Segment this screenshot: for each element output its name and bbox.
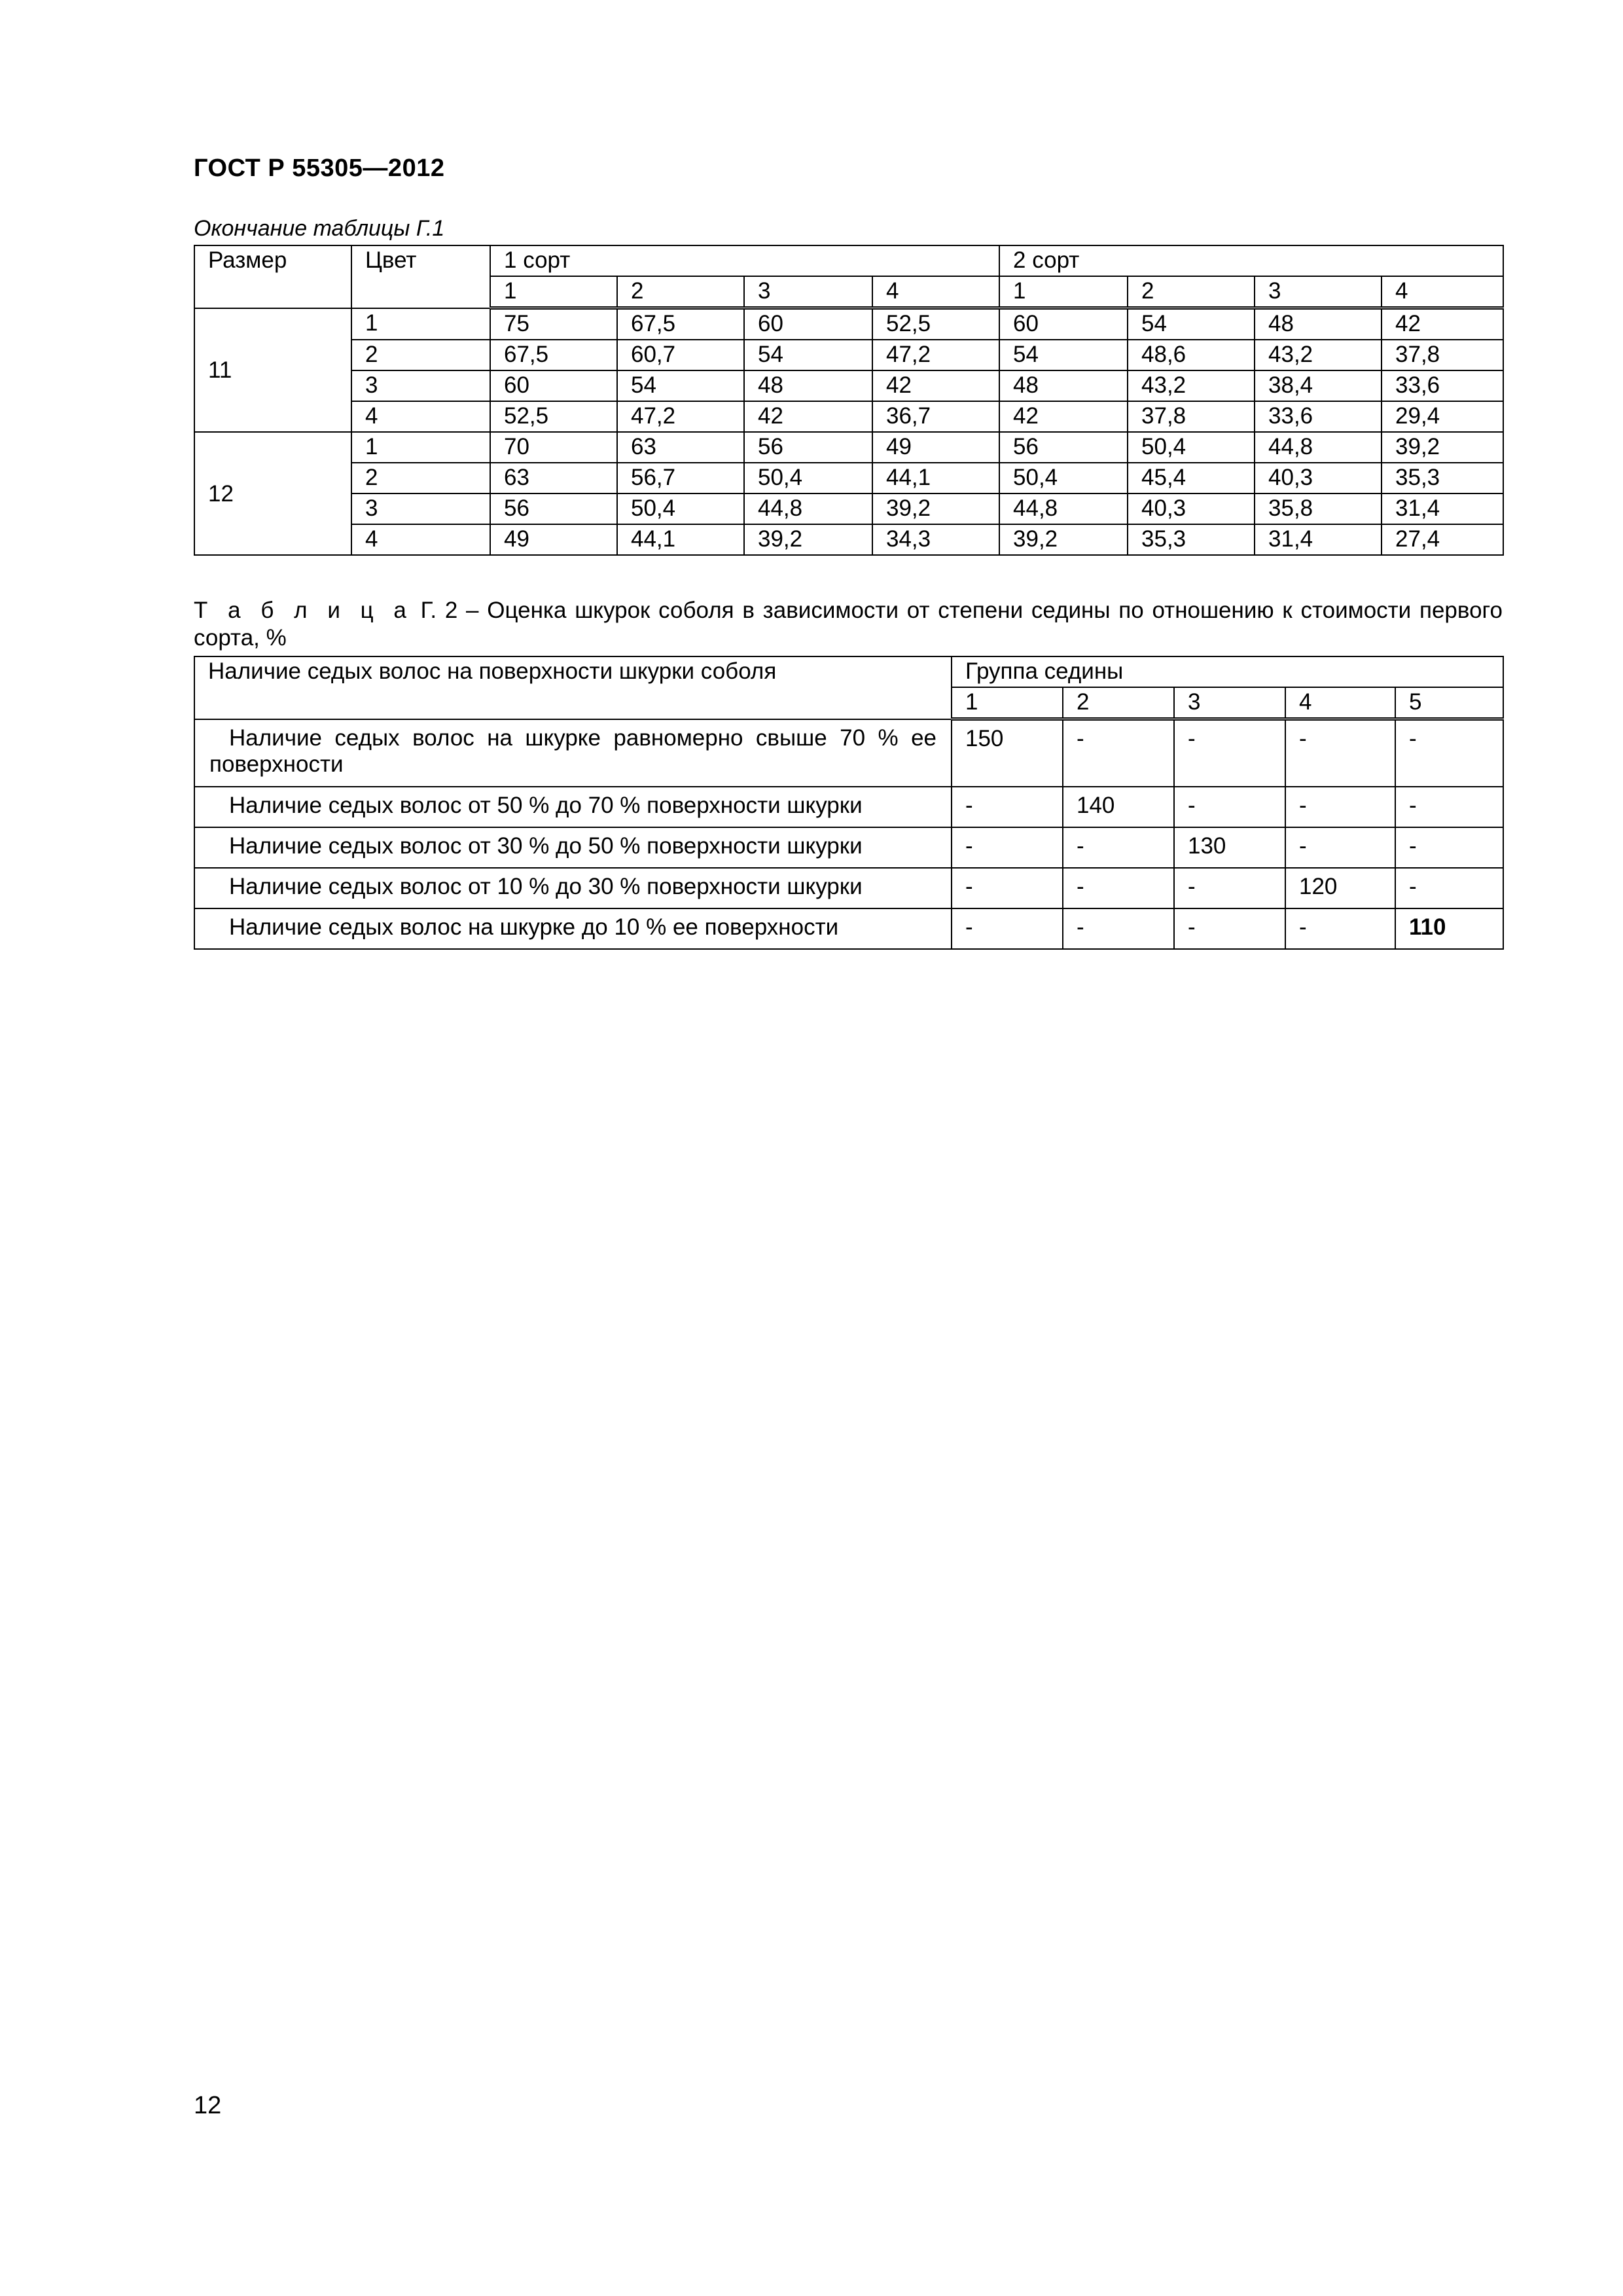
value-cell: -: [1174, 908, 1285, 949]
value-cell: -: [1174, 719, 1285, 787]
group-header: 5: [1395, 687, 1503, 719]
value-cell: 56,7: [617, 463, 744, 493]
value-cell: 42: [999, 401, 1128, 432]
table-row: [194, 308, 1503, 340]
table-row: [194, 401, 1503, 432]
value-cell: 42: [872, 370, 999, 401]
sub-header: 1: [490, 276, 617, 308]
col-group-header: Группа седины: [952, 656, 1503, 687]
size-cell: 12: [194, 432, 351, 555]
table-g1-continuation: [194, 245, 1504, 556]
value-cell: 110: [1395, 908, 1503, 949]
table-row: [194, 493, 1503, 524]
value-cell: 48: [744, 370, 872, 401]
value-cell: 31,4: [1255, 524, 1382, 555]
value-cell: -: [1395, 868, 1503, 908]
value-cell: -: [1063, 868, 1174, 908]
color-cell: 1: [351, 308, 490, 340]
value-cell: 54: [617, 370, 744, 401]
table-row: [194, 524, 1503, 555]
value-cell: 43,2: [1128, 370, 1255, 401]
table-row: [194, 340, 1503, 370]
value-cell: 34,3: [872, 524, 999, 555]
sub-header: 4: [1382, 276, 1503, 308]
value-cell: 52,5: [490, 401, 617, 432]
criterion-cell: Наличие седых волос на шкурке до 10 % ее поверхности: [194, 908, 952, 949]
value-cell: 49: [490, 524, 617, 555]
value-cell: 67,5: [617, 308, 744, 340]
value-cell: 48: [1255, 308, 1382, 340]
size-cell: 11: [194, 308, 351, 433]
table2-caption-label: Т а б л и ц а: [194, 598, 412, 623]
value-cell: 40,3: [1128, 493, 1255, 524]
value-cell: 60: [744, 308, 872, 340]
color-cell: 1: [351, 432, 490, 463]
value-cell: 35,8: [1255, 493, 1382, 524]
value-cell: 38,4: [1255, 370, 1382, 401]
color-cell: 3: [351, 493, 490, 524]
col-criterion-header: Наличие седых волос на поверхности шкурки соболя: [194, 656, 952, 719]
sub-header: 1: [999, 276, 1128, 308]
color-cell: 3: [351, 370, 490, 401]
table1-caption: Окончание таблицы Г.1: [194, 216, 445, 241]
value-cell: 44,8: [999, 493, 1128, 524]
value-cell: 27,4: [1382, 524, 1503, 555]
sub-header: 4: [872, 276, 999, 308]
value-cell: 50,4: [617, 493, 744, 524]
value-cell: 54: [1128, 308, 1255, 340]
table1-header-row: [194, 245, 1503, 276]
value-cell: 150: [952, 719, 1063, 787]
value-cell: 47,2: [617, 401, 744, 432]
table-row: [194, 463, 1503, 493]
sub-header: 3: [744, 276, 872, 308]
value-cell: 120: [1285, 868, 1395, 908]
value-cell: 75: [490, 308, 617, 340]
value-cell: 140: [1063, 787, 1174, 827]
col-size-header: Размер: [194, 245, 351, 308]
sub-header: 2: [617, 276, 744, 308]
value-cell: 48,6: [1128, 340, 1255, 370]
group-header: 1: [952, 687, 1063, 719]
table-row: [194, 827, 1503, 868]
table-row: [194, 432, 1503, 463]
value-cell: -: [1285, 908, 1395, 949]
value-cell: 35,3: [1128, 524, 1255, 555]
table2-body: [194, 719, 1503, 950]
value-cell: 63: [617, 432, 744, 463]
value-cell: 44,1: [617, 524, 744, 555]
value-cell: -: [1285, 787, 1395, 827]
value-cell: 39,2: [1382, 432, 1503, 463]
value-cell: -: [1285, 719, 1395, 787]
value-cell: 48: [999, 370, 1128, 401]
value-cell: 63: [490, 463, 617, 493]
color-cell: 2: [351, 463, 490, 493]
group-header: 4: [1285, 687, 1395, 719]
color-cell: 4: [351, 524, 490, 555]
value-cell: 52,5: [872, 308, 999, 340]
value-cell: 39,2: [999, 524, 1128, 555]
criterion-cell: Наличие седых волос на шкурке равномерно свыше 70 % ее поверхности: [194, 719, 952, 787]
value-cell: -: [1063, 827, 1174, 868]
value-cell: 54: [999, 340, 1128, 370]
table-row: [194, 370, 1503, 401]
value-cell: 67,5: [490, 340, 617, 370]
value-cell: 50,4: [1128, 432, 1255, 463]
value-cell: 130: [1174, 827, 1285, 868]
value-cell: 60: [490, 370, 617, 401]
value-cell: 44,8: [1255, 432, 1382, 463]
value-cell: 39,2: [872, 493, 999, 524]
table2-header-row: [194, 656, 1503, 687]
criterion-cell: Наличие седых волос от 30 % до 50 % поверхности шкурки: [194, 827, 952, 868]
value-cell: 60,7: [617, 340, 744, 370]
sub-header: 3: [1255, 276, 1382, 308]
value-cell: 33,6: [1255, 401, 1382, 432]
value-cell: 40,3: [1255, 463, 1382, 493]
value-cell: -: [952, 868, 1063, 908]
value-cell: 50,4: [744, 463, 872, 493]
value-cell: 70: [490, 432, 617, 463]
value-cell: -: [952, 827, 1063, 868]
value-cell: 36,7: [872, 401, 999, 432]
value-cell: -: [1063, 719, 1174, 787]
value-cell: 44,8: [744, 493, 872, 524]
criterion-cell: Наличие седых волос от 50 % до 70 % поверхности шкурки: [194, 787, 952, 827]
value-cell: 35,3: [1382, 463, 1503, 493]
table-g2: [194, 656, 1504, 950]
value-cell: -: [1063, 908, 1174, 949]
group-header: 3: [1174, 687, 1285, 719]
value-cell: 45,4: [1128, 463, 1255, 493]
value-cell: -: [1395, 787, 1503, 827]
grade2-header: 2 сорт: [999, 245, 1503, 276]
value-cell: -: [1395, 719, 1503, 787]
value-cell: -: [952, 908, 1063, 949]
group-header: 2: [1063, 687, 1174, 719]
document-code: ГОСТ Р 55305—2012: [194, 154, 445, 182]
value-cell: 42: [1382, 308, 1503, 340]
value-cell: 44,1: [872, 463, 999, 493]
value-cell: 50,4: [999, 463, 1128, 493]
table2-caption-text: Г. 2 – Оценка шкурок соболя в зависимости от степени седины по отношению к стоимости первого сорта, %: [194, 598, 1503, 651]
value-cell: 49: [872, 432, 999, 463]
page-number: 12: [194, 2092, 222, 2119]
value-cell: -: [1395, 827, 1503, 868]
table2-caption: [194, 597, 1503, 652]
value-cell: 43,2: [1255, 340, 1382, 370]
value-cell: -: [1285, 827, 1395, 868]
grade1-header: 1 сорт: [490, 245, 999, 276]
criterion-cell: Наличие седых волос от 10 % до 30 % поверхности шкурки: [194, 868, 952, 908]
value-cell: 37,8: [1128, 401, 1255, 432]
value-cell: 42: [744, 401, 872, 432]
value-cell: 33,6: [1382, 370, 1503, 401]
value-cell: 54: [744, 340, 872, 370]
sub-header: 2: [1128, 276, 1255, 308]
table-row: [194, 868, 1503, 908]
color-cell: 4: [351, 401, 490, 432]
value-cell: 56: [999, 432, 1128, 463]
value-cell: 31,4: [1382, 493, 1503, 524]
value-cell: 56: [744, 432, 872, 463]
value-cell: 56: [490, 493, 617, 524]
table1-body: [194, 308, 1503, 556]
value-cell: 47,2: [872, 340, 999, 370]
value-cell: 60: [999, 308, 1128, 340]
table-row: [194, 719, 1503, 787]
table-row: [194, 787, 1503, 827]
value-cell: 37,8: [1382, 340, 1503, 370]
table-row: [194, 908, 1503, 949]
value-cell: -: [1174, 787, 1285, 827]
color-cell: 2: [351, 340, 490, 370]
value-cell: -: [1174, 868, 1285, 908]
value-cell: 39,2: [744, 524, 872, 555]
value-cell: 29,4: [1382, 401, 1503, 432]
col-color-header: Цвет: [351, 245, 490, 308]
value-cell: -: [952, 787, 1063, 827]
